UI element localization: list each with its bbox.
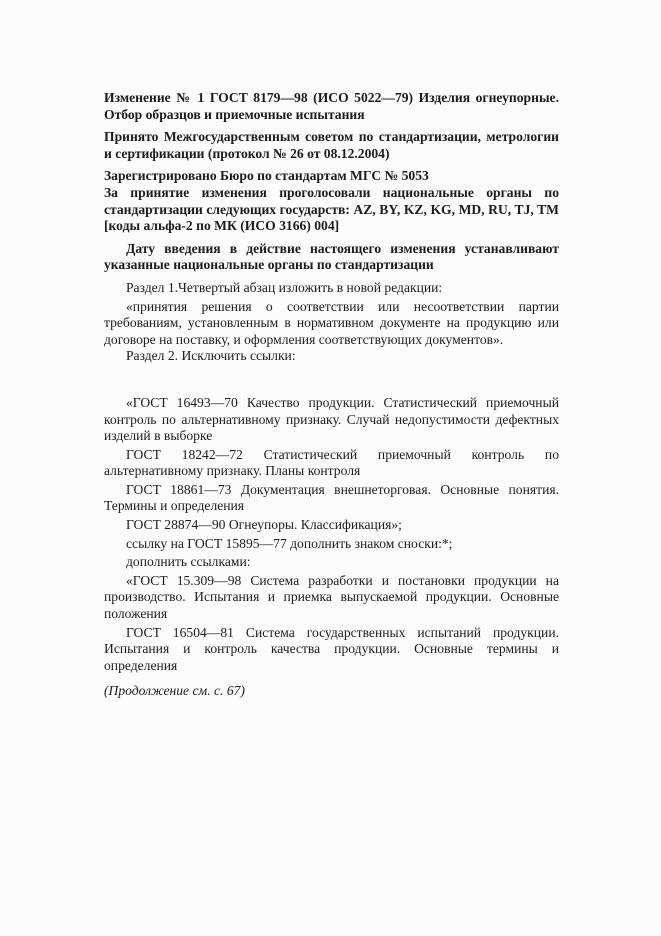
section1-text: «принятия решения о соответствии или несоответствии партии требованиям, установленным в нормативном документе на продукцию или договоре на поставку, и оформления соответствующих документов». [104, 298, 559, 347]
continuation-note: (Продолжение см. с. 67) [104, 683, 245, 699]
voted-note: За принятие изменения проголосовали национальные органы по стандартизации следующих государств: AZ, BY, KZ, KG, MD, RU, TJ, TM [коды альфа-2 по МК (ИСО 3166) 004] [104, 184, 559, 234]
exclude-ref-item: ГОСТ 18861—73 Документация внешнеторговая. Основные понятия. Термины и определения [104, 481, 559, 514]
document-content [104, 90, 559, 700]
registered-note: Зарегистрировано Бюро по стандартам МГС № 5053 [104, 168, 429, 184]
section2-intro: Раздел 2. Исключить ссылки: [126, 348, 296, 364]
adopted-note: Принято Межгосударственным советом по стандартизации, метрологии и сертификации (протокол № 26 от 08.12.2004) [104, 129, 559, 161]
add-ref-item: «ГОСТ 15.309—98 Система разработки и постановки продукции на производство. Испытания и приемка выпускаемой продукции. Основные положения [104, 572, 559, 622]
amendment-title: Изменение № 1 ГОСТ 8179—98 (ИСО 5022—79) Изделия огнеупорные. Отбор образцов и приемочные испытания [104, 90, 559, 122]
exclude-ref-item: ГОСТ 28874—90 Огнеупоры. Классификация»; [126, 517, 402, 533]
add-refs-intro: дополнить ссылками: [126, 554, 251, 570]
exclude-ref-item: ГОСТ 18242—72 Статистический приемочный контроль по альтернативному признаку. Планы контроля [104, 446, 559, 479]
effective-date-note: Дату введения в действие настоящего изменения устанавливают указанные национальные органы по стандартизации [104, 240, 559, 273]
section1-intro: Раздел 1.Четвертый абзац изложить в новой редакции: [126, 279, 443, 295]
add-ref-item: ГОСТ 16504—81 Система государственных испытаний продукции. Испытания и контроль качества продукции. Основные термины и определения [104, 624, 559, 673]
footnote-note: ссылку на ГОСТ 15895—77 дополнить знаком сноски:*; [126, 535, 453, 551]
exclude-ref-item: «ГОСТ 16493—70 Качество продукции. Статистический приемочный контроль по альтернативному признаку. Случай недопустимости дефектных изделий в выборке [104, 394, 559, 444]
